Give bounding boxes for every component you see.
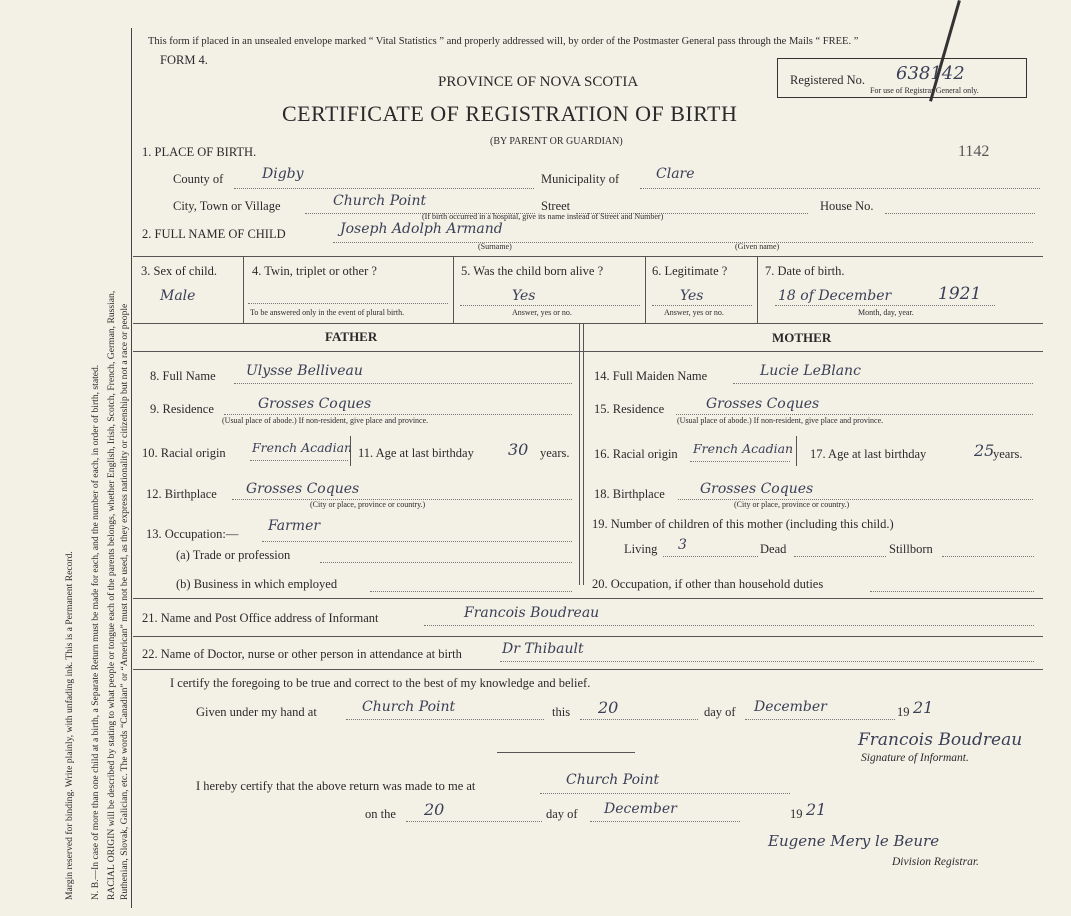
margin-note-4: Ruthenian, Slovak, Galician, etc. The words “Canadian” or “American” must not be used, as they express nationality or citizenship but not a race or people bbox=[119, 303, 130, 900]
form-number: FORM 4. bbox=[160, 53, 208, 67]
mother-occupation-label: 20. Occupation, if other than household duties bbox=[592, 577, 824, 591]
father-name-label: 8. Full Name bbox=[150, 369, 216, 383]
registered-number: 638142 bbox=[896, 63, 965, 84]
mother-age-value: 25 bbox=[974, 441, 995, 460]
doctor-label: 22. Name of Doctor, nurse or other person in attendance at birth bbox=[142, 647, 462, 661]
business-label: (b) Business in which employed bbox=[176, 577, 338, 591]
father-birthplace-value: Grosses Coques bbox=[246, 481, 360, 497]
father-residence-value: Grosses Coques bbox=[258, 396, 372, 412]
alive-label: 5. Was the child born alive ? bbox=[461, 264, 604, 278]
sex-value: Male bbox=[160, 288, 196, 304]
mother-name-label: 14. Full Maiden Name bbox=[594, 369, 708, 383]
mother-age-label: 17. Age at last birthday bbox=[810, 447, 927, 461]
surname-note: (Surname) bbox=[478, 242, 512, 251]
mother-birthplace-label: 18. Birthplace bbox=[594, 487, 665, 501]
county-label: County of bbox=[173, 172, 224, 186]
margin-notes bbox=[6, 40, 130, 910]
given-day: 20 bbox=[598, 698, 619, 717]
registrar-signature: Eugene Mery le Beure bbox=[768, 832, 940, 850]
father-residence-label: 9. Residence bbox=[150, 402, 214, 416]
stillborn-label: Stillborn bbox=[889, 542, 933, 556]
registration-box bbox=[777, 58, 1027, 98]
mother-name-value: Lucie LeBlanc bbox=[760, 363, 861, 379]
father-age-value: 30 bbox=[508, 440, 529, 459]
alive-value: Yes bbox=[512, 288, 536, 304]
signature-of-informant-label: Signature of Informant. bbox=[861, 752, 969, 764]
city-value: Church Point bbox=[333, 193, 427, 209]
alive-note: Answer, yes or no. bbox=[512, 308, 572, 317]
certify-text: I certify the foregoing to be true and correct to the best of my knowledge and belief. bbox=[170, 676, 591, 690]
mother-race-value: French Acadian bbox=[693, 441, 794, 456]
registered-label: Registered No. bbox=[790, 73, 865, 87]
mail-notice: This form if placed in an unsealed envelope marked “ Vital Statistics ” and properly addressed will, by order of the Postmaster General pass through the Mails “ FREE. ” bbox=[148, 36, 859, 47]
trade-label: (a) Trade or profession bbox=[176, 548, 291, 562]
registrar-year: 21 bbox=[806, 800, 827, 819]
given-label: Given under my hand at bbox=[196, 705, 317, 719]
mother-race-label: 16. Racial origin bbox=[594, 447, 678, 461]
twin-note: To be answered only in the event of plural birth. bbox=[250, 308, 405, 317]
dob-year: 1921 bbox=[938, 284, 982, 304]
registrar-month: December bbox=[604, 801, 677, 817]
house-label: House No. bbox=[820, 199, 874, 213]
child-name-label: 2. FULL NAME OF CHILD bbox=[142, 227, 286, 241]
dob-note: Month, day, year. bbox=[858, 308, 914, 317]
informant-label: 21. Name and Post Office address of Informant bbox=[142, 611, 379, 625]
given-place: Church Point bbox=[362, 699, 456, 715]
given-year: 21 bbox=[913, 698, 934, 717]
registrar-day: 20 bbox=[424, 800, 445, 819]
father-residence-note: (Usual place of abode.) If non-resident, give place and province. bbox=[222, 416, 429, 425]
place-of-birth-label: 1. PLACE OF BIRTH. bbox=[142, 145, 257, 159]
legitimate-note: Answer, yes or no. bbox=[664, 308, 724, 317]
father-race-label: 10. Racial origin bbox=[142, 446, 226, 460]
dob-value: 18 of December bbox=[778, 288, 892, 304]
father-heading: FATHER bbox=[325, 329, 378, 344]
mother-years: years. bbox=[993, 447, 1023, 461]
father-occupation-value: Farmer bbox=[268, 518, 321, 534]
mother-residence-note: (Usual place of abode.) If non-resident, give place and province. bbox=[677, 416, 884, 425]
registrar-dayof-label: day of bbox=[546, 807, 578, 821]
margin-note-3: RACIAL ORIGIN will be described by stating to what people or tongue each of the parents belongs, whether English, Irish, Scotch, French, German, Russian, bbox=[106, 290, 117, 900]
county-value: Digby bbox=[262, 166, 304, 182]
hospital-note: (If birth occurred in a hospital, give its name instead of Street and Number) bbox=[422, 212, 664, 221]
father-name-value: Ulysse Belliveau bbox=[246, 363, 363, 379]
margin-note-1: Margin reserved for binding. Write plainly, with unfading ink. This is a Permanent Record. bbox=[64, 551, 75, 900]
page-title: CERTIFICATE OF REGISTRATION OF BIRTH bbox=[282, 101, 738, 126]
child-name-value: Joseph Adolph Armand bbox=[340, 221, 503, 237]
margin-line bbox=[131, 28, 132, 908]
informant-signature: Francois Boudreau bbox=[858, 730, 1023, 750]
municipality-label: Municipality of bbox=[541, 172, 620, 186]
registrar-year-prefix: 19 bbox=[790, 807, 803, 821]
dayof-label: day of bbox=[704, 705, 736, 719]
dob-label: 7. Date of birth. bbox=[765, 264, 845, 278]
municipality-value: Clare bbox=[656, 166, 695, 182]
this-label: this bbox=[552, 705, 571, 719]
margin-note-2: N. B.—In case of more than one child at a birth, a Separate Return must be made for each, and the number of each, in order of birth, stated. bbox=[90, 364, 101, 900]
given-name-note: (Given name) bbox=[735, 242, 780, 251]
father-years: years. bbox=[540, 446, 570, 460]
division-registrar-label: Division Registrar. bbox=[892, 856, 979, 868]
mother-residence-value: Grosses Coques bbox=[706, 396, 820, 412]
doctor-value: Dr Thibault bbox=[502, 641, 584, 657]
given-month: December bbox=[754, 699, 827, 715]
legitimate-value: Yes bbox=[680, 288, 704, 304]
street-label: Street bbox=[541, 199, 571, 213]
informant-value: Francois Boudreau bbox=[464, 605, 600, 621]
father-occupation-label: 13. Occupation:— bbox=[146, 527, 239, 541]
father-birthplace-label: 12. Birthplace bbox=[146, 487, 217, 501]
living-label: Living bbox=[624, 542, 658, 556]
living-value: 3 bbox=[678, 537, 687, 553]
father-race-value: French Acadian bbox=[252, 440, 353, 455]
registrar-place: Church Point bbox=[566, 772, 660, 788]
father-age-label: 11. Age at last birthday bbox=[358, 446, 474, 460]
registrar-text: I hereby certify that the above return was made to me at bbox=[196, 779, 476, 793]
dead-label: Dead bbox=[760, 542, 787, 556]
registered-note: For use of Registrar General only. bbox=[870, 86, 979, 95]
legitimate-label: 6. Legitimate ? bbox=[652, 264, 728, 278]
corner-number: 1142 bbox=[958, 143, 990, 160]
mother-heading: MOTHER bbox=[772, 330, 832, 345]
father-birthplace-note: (City or place, province or country.) bbox=[310, 500, 426, 509]
children-label: 19. Number of children of this mother (including this child.) bbox=[592, 517, 894, 531]
province-title: PROVINCE OF NOVA SCOTIA bbox=[438, 74, 639, 90]
on-the-label: on the bbox=[365, 807, 396, 821]
mother-birthplace-value: Grosses Coques bbox=[700, 481, 814, 497]
given-year-prefix: 19 bbox=[897, 705, 910, 719]
twin-label: 4. Twin, triplet or other ? bbox=[252, 264, 377, 278]
city-label: City, Town or Village bbox=[173, 199, 281, 213]
mother-birthplace-note: (City or place, province or country.) bbox=[734, 500, 850, 509]
sex-label: 3. Sex of child. bbox=[141, 264, 218, 278]
mother-residence-label: 15. Residence bbox=[594, 402, 665, 416]
page-subtitle: (BY PARENT OR GUARDIAN) bbox=[490, 136, 623, 147]
